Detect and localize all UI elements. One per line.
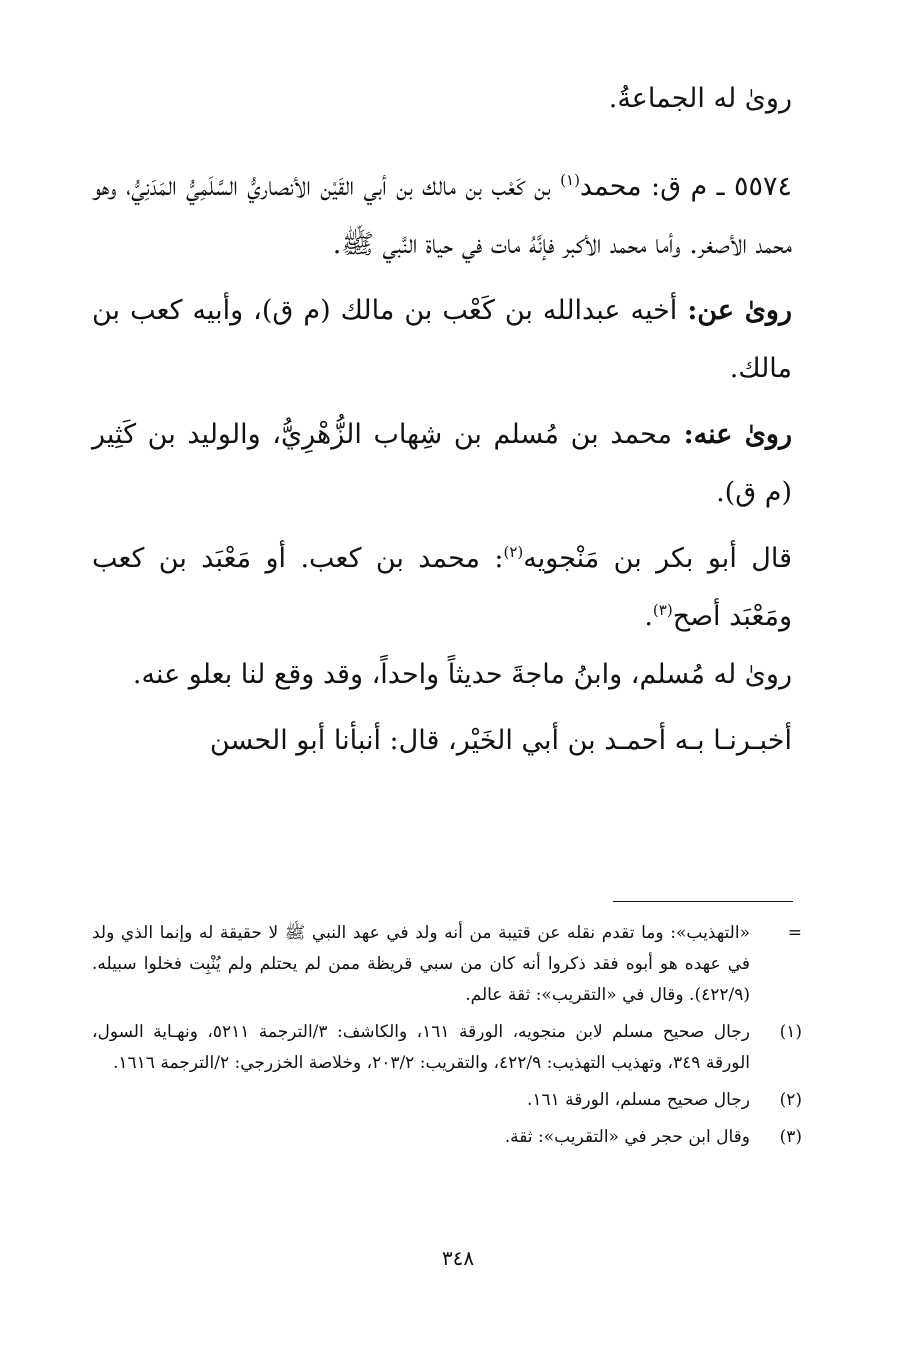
footnote-mark: (١)	[779, 1022, 802, 1042]
page-number: ٣٤٨	[441, 1246, 475, 1270]
footnote-2	[92, 1085, 802, 1116]
paragraph-akhbarana: أخبـرنـا بـه أحمـد بن أبي الخَيْر، قال: أنبأنا أبو الحسن	[209, 725, 792, 756]
footnote-continued	[92, 918, 802, 1011]
footnote-ref-3[interactable]: (٣)	[652, 601, 673, 619]
paragraph-rawa-lahu-jamaa: روىٰ له الجماعةُ.	[608, 83, 792, 114]
paragraph-qala	[92, 530, 792, 646]
footnote-text: رجال صحيح مسلم لابن منجويه، الورقة ١٦١، والكاشف: ٣/الترجمة ٥٢١١، ونهـاية السول، الورقة ٣٤٩، وتهذيب التهذيب: ٤٢٢/٩، والتقريب: ٢٠٣/٢، وخلاصة الخزرجي: ٢/الترجمة ١٦١٦.	[92, 1022, 750, 1073]
footnote-text: وقال ابن حجر في «التقريب»: ثقة.	[504, 1127, 750, 1147]
rawa-an-text: أخيه عبدالله بن كَعْب بن مالك (م ق)، وأبيه كعب بن مالك.	[92, 295, 792, 384]
footnote-mark: (٣)	[779, 1127, 802, 1147]
rawa-anhu-text: محمد بن مُسلم بن شِهاب الزُّهْرِيُّ، والوليد بن كَثِير (م ق).	[92, 419, 792, 508]
footnote-divider	[613, 901, 793, 902]
footnote-text: رجال صحيح مسلم، الورقة ١٦١.	[526, 1090, 750, 1110]
footnotes-section	[92, 918, 802, 1159]
entry-number: ٥٥٧٤ ـ م ق: محمد	[579, 171, 792, 202]
qala-part-2: : محمد بن كعب. أو مَعْبَد بن كعب ومَعْبَد أصح	[92, 543, 792, 632]
qala-part-1: قال أبو بكر بن مَنْجويه	[523, 543, 792, 574]
footnote-mark: (٢)	[779, 1090, 802, 1110]
qala-part-3: .	[644, 601, 653, 632]
footnote-1	[92, 1017, 802, 1079]
rawa-an-label: روىٰ عن:	[687, 295, 792, 326]
footnote-3	[92, 1122, 802, 1153]
paragraph-rawa-an	[92, 282, 792, 398]
main-text	[92, 70, 792, 770]
footnote-ref-2[interactable]: (٢)	[503, 543, 524, 561]
entry-heading-paragraph	[92, 158, 792, 274]
footnote-mark: =	[787, 923, 802, 943]
paragraph-rawa-lahu: روىٰ له مُسلم، وابنُ ماجةَ حديثاً واحداً، وقد وقع لنا بعلو عنه.	[132, 659, 792, 690]
footnote-text: «التهذيب»: وما تقدم نقله عن قتيبة من أنه ولد في عهد النبي ﷺ لا حقيقة له وإنما الذي ولد في عهده هو أبوه فقد ذكروا أنه كان من سبي قريظة ممن لم يحتلم ولم يُنْبِت فخلوا سبيله. (٤٢٢/٩). وقال في «التقريب»: ثقة عالم.	[92, 923, 750, 1005]
entry-text: بن كَعْب بن مالك بن أبي القَيْن الأنصاريُّ السَّلَمِيُّ المَدَنِيُّ، وهو محمد الأصغر. وأما محمد الأكبر فإنَّهُ مات في حياة النَّبي ﷺ.	[92, 171, 792, 260]
paragraph-rawa-anhu	[92, 406, 792, 522]
footnote-ref-1[interactable]: (١)	[560, 171, 580, 189]
rawa-anhu-label: روىٰ عنه:	[683, 419, 792, 450]
